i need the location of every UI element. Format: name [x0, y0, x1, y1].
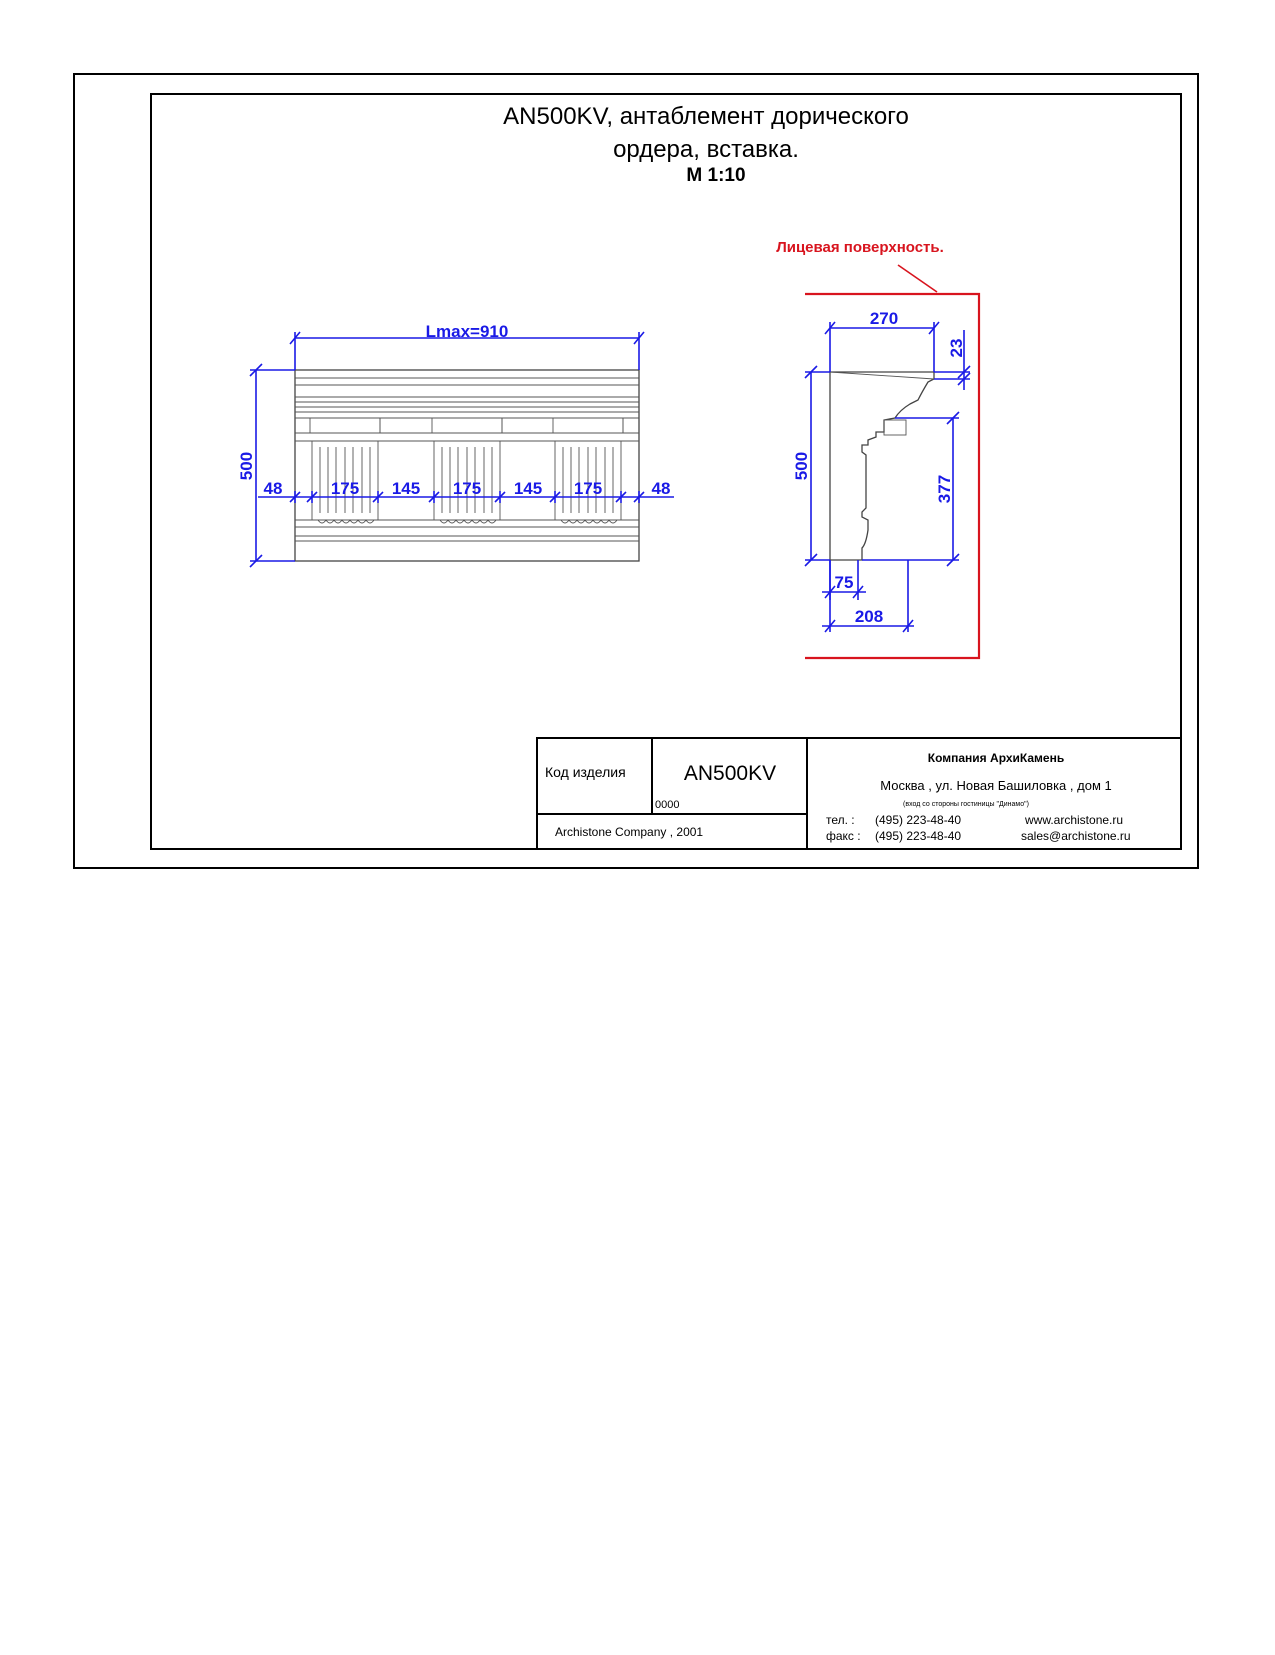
front-length-dimension: Lmax=910 [425, 322, 509, 341]
segment-dimension: 48 [651, 479, 671, 498]
copyright-text: Archistone Company , 2001 [555, 825, 704, 839]
drawing-title-line1: AN500KV, антаблемент дорического [503, 103, 909, 130]
product-code-number: 0000 [655, 799, 680, 811]
face-surface-leader [898, 265, 937, 292]
company-name: Компания АрхиКамень [927, 751, 1065, 765]
website-link[interactable]: www.archistone.ru [1025, 813, 1124, 827]
cornice-profile [830, 372, 934, 560]
company-address: Москва , ул. Новая Башиловка , дом 1 [880, 778, 1112, 793]
segment-dimension: 145 [513, 479, 543, 498]
side-bottom-small-dimension: 75 [834, 573, 854, 592]
segment-dimension: 48 [263, 479, 283, 498]
fax-label: факс : [826, 829, 861, 843]
side-top-width-dimension: 270 [869, 309, 899, 328]
segment-dimension: 175 [452, 479, 482, 498]
phone-label: тел. : [826, 813, 855, 827]
front-view [237, 322, 674, 567]
fax-number: (495) 223-48-40 [875, 829, 962, 843]
phone-number: (495) 223-48-40 [875, 813, 962, 827]
inner-frame [151, 94, 1181, 849]
drawing-title-line2: ордера, вставка. [613, 136, 799, 163]
face-surface-label: Лицевая поверхность. [776, 239, 944, 256]
front-height-dimension: 500 [237, 451, 256, 481]
product-code-label: Код изделия [545, 764, 626, 780]
side-inner-height-dimension: 377 [935, 474, 954, 504]
side-bottom-width-dimension: 208 [854, 607, 884, 626]
side-view [776, 239, 979, 658]
title-block [537, 738, 1181, 849]
side-height-dimension: 500 [792, 451, 811, 481]
product-code-value: AN500KV [683, 762, 777, 785]
drawing-scale: М 1:10 [686, 165, 746, 186]
segment-dimension: 175 [330, 479, 360, 498]
segment-dimension: 175 [573, 479, 603, 498]
company-address-note: (вход со стороны гостиницы "Динамо") [903, 801, 1029, 808]
segment-dimension: 145 [391, 479, 421, 498]
email-link[interactable]: sales@archistone.ru [1021, 829, 1131, 843]
side-top-drop-dimension: 23 [947, 338, 966, 358]
